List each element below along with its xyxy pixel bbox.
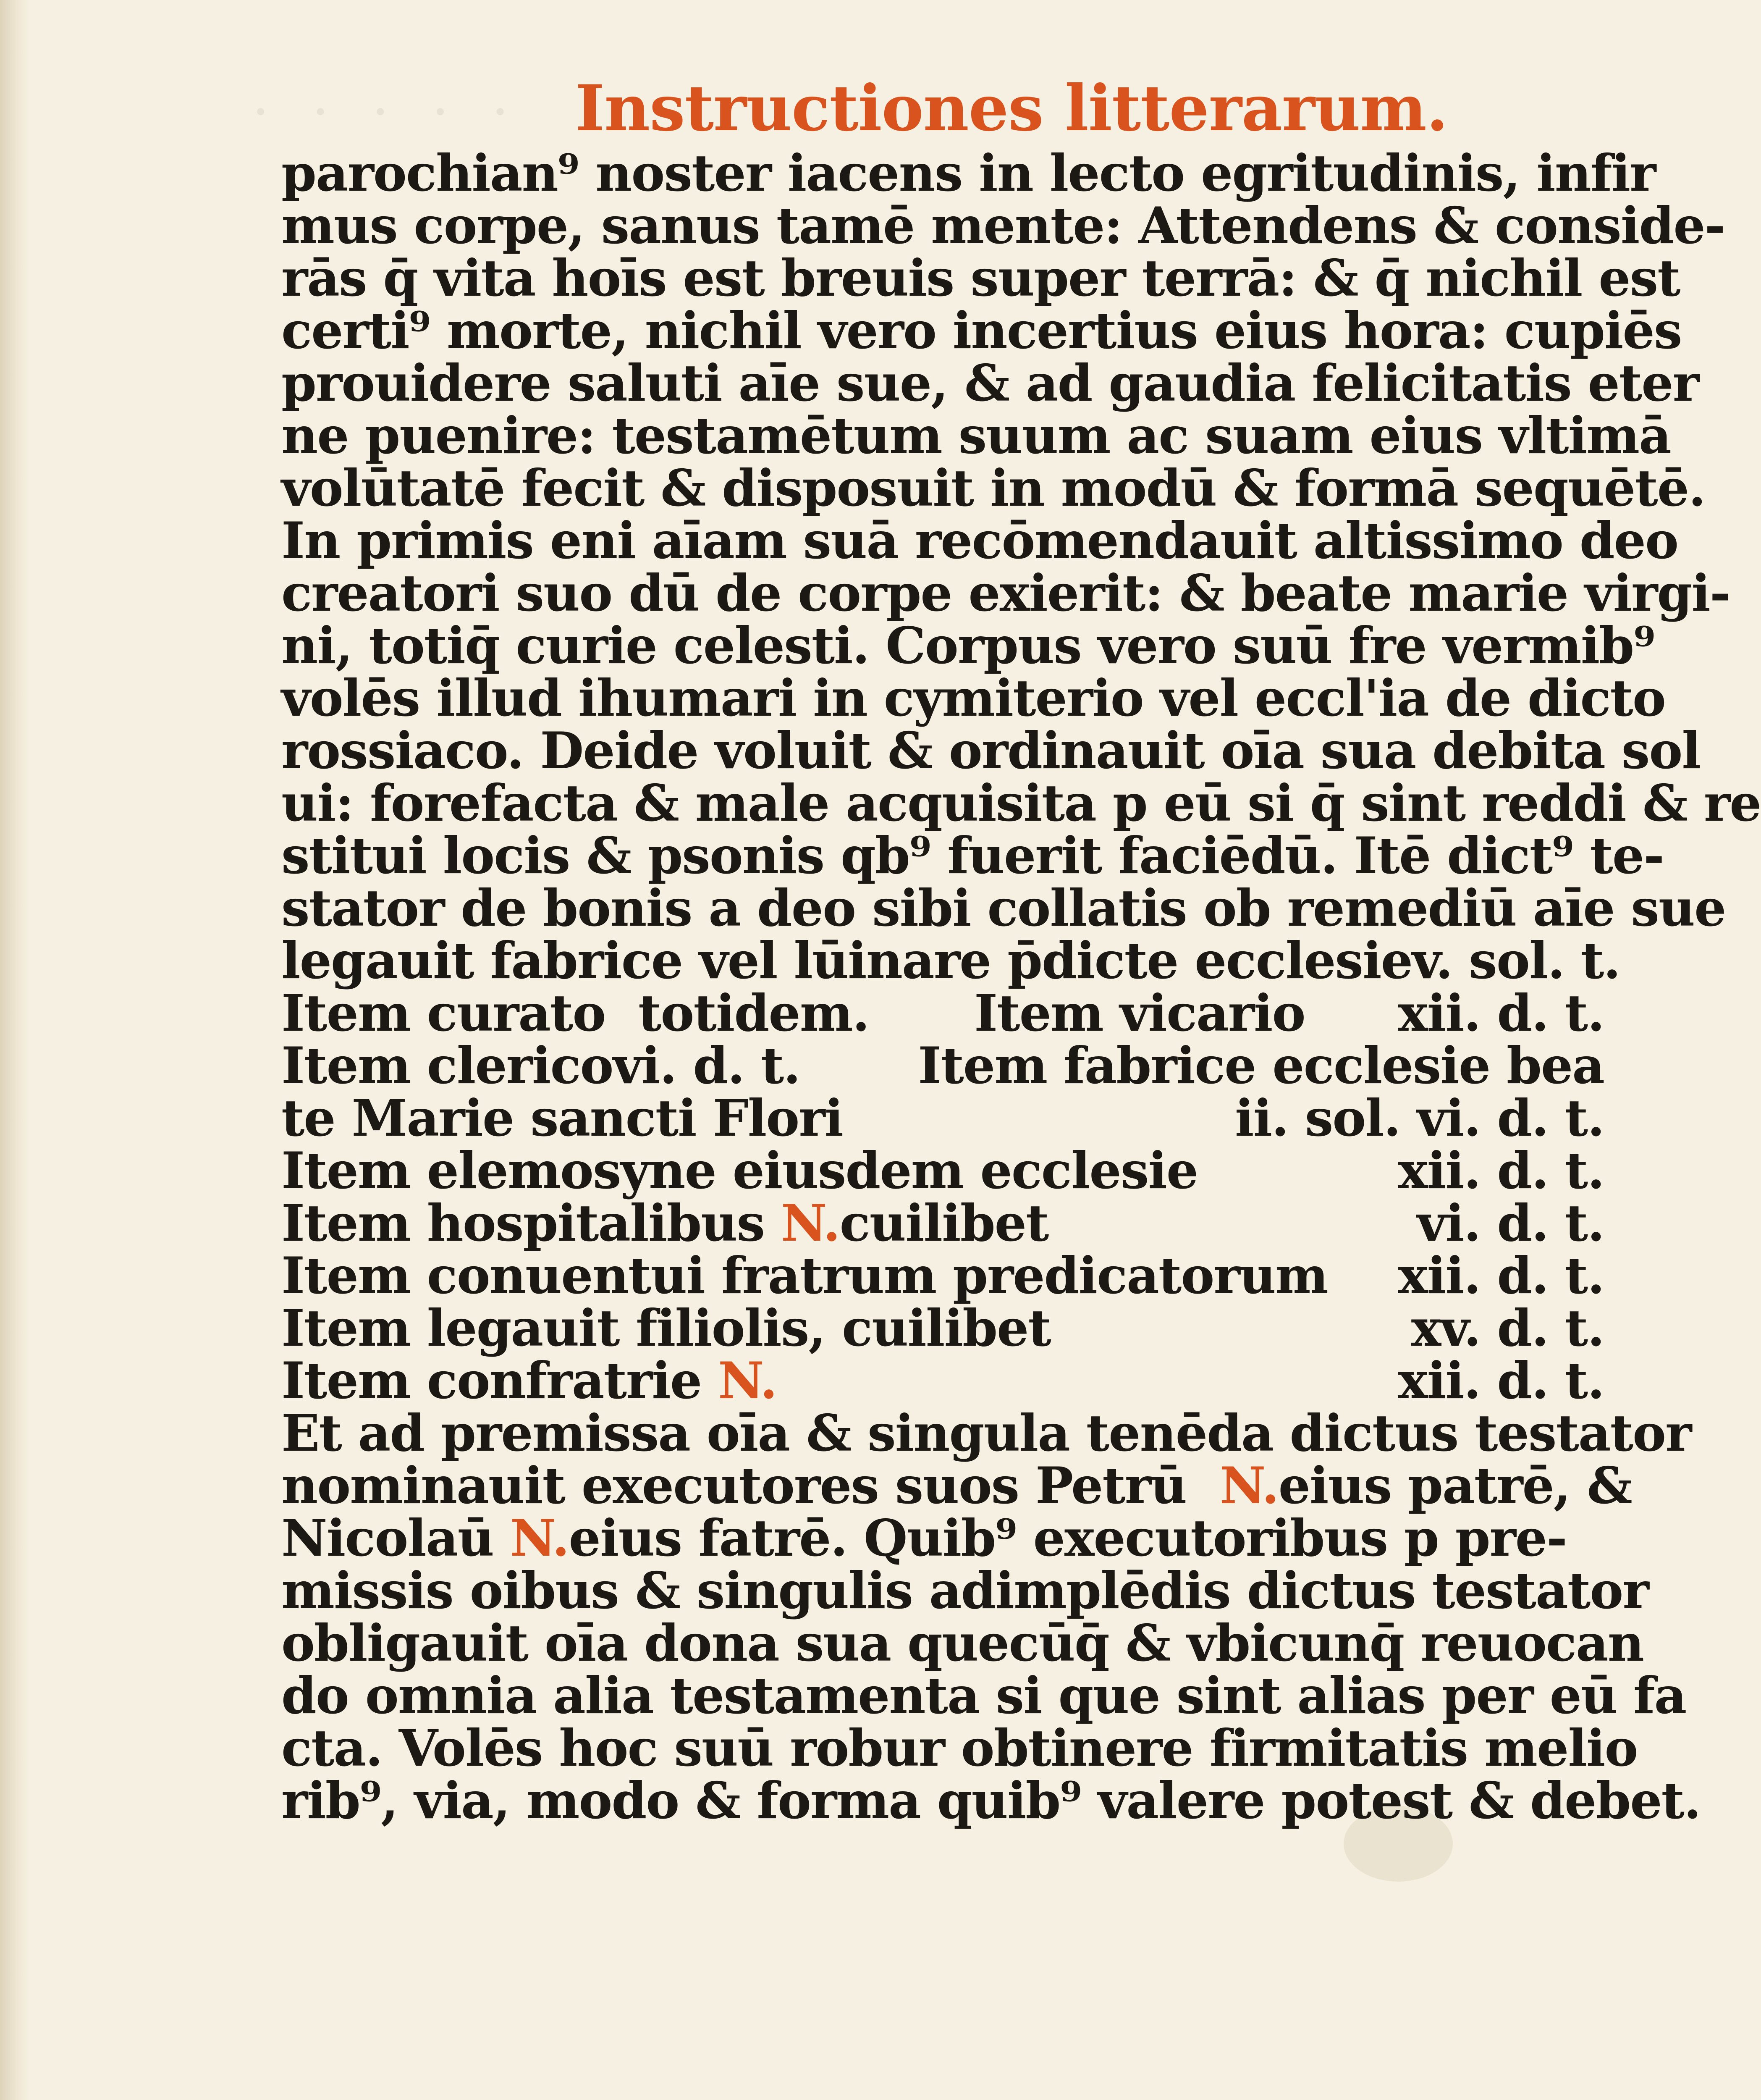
text-line: ui: forefacta & male acquisita p eū si q̄ sint reddi & re: [281, 774, 1761, 833]
text-line: obligauit oīa dona sua quecūq̄ & vbicunq̄ reuocan: [281, 1614, 1644, 1673]
rubric-mark: N.: [718, 1351, 777, 1410]
text-line: ni, totiq̄ curie celesti. Corpus vero suū fre vermib⁹: [281, 616, 1655, 675]
text-line: rās q̄ vita hoīs est breuis super terrā: & q̄ nichil est: [281, 249, 1680, 308]
text-line: stitui locis & psonis qb⁹ fuerit faciēdū. Itē dict⁹ te-: [281, 826, 1664, 885]
executors-line-1: [281, 1404, 1691, 1463]
text-line: volēs illud ihumari in cymiterio vel eccl'ia de dicto: [281, 669, 1665, 728]
clerk-left: Item clerico: [281, 1036, 613, 1095]
rubric-mark: N.: [510, 1509, 569, 1568]
alms-line: [281, 1141, 1604, 1200]
friars-amount: xii. d. t.: [1398, 1246, 1604, 1305]
marie-line: [281, 1089, 1604, 1148]
marie-text: te Marie sancti Flori: [281, 1089, 843, 1148]
alms-amount: xii. d. t.: [1398, 1141, 1604, 1200]
hospitals-amount: vi. d. t.: [1417, 1194, 1604, 1253]
confraternity-amount: xii. d. t.: [1398, 1351, 1604, 1410]
text-line: parochian⁹ noster iacens in lecto egritudinis, infir: [281, 144, 1656, 203]
executors-after: eius fatrē. Quib⁹ executoribus p pre-: [569, 1509, 1567, 1568]
executors-before: nominauit executores suos Petrū: [281, 1456, 1187, 1515]
curate-left: Item curato: [281, 984, 605, 1043]
running-heading: Instructiones litterarum.: [575, 71, 1448, 145]
paragraph-two-rest: [281, 1561, 1701, 1830]
text-line: rib⁹, via, modo & forma quib⁹ valere potest & debet.: [281, 1771, 1701, 1830]
text-line: volūtatē fecit & disposuit in modū & formā sequētē.: [281, 459, 1705, 518]
text-line: creatori suo dū de corpe exierit: & beate marie virgi-: [281, 564, 1730, 623]
curate-amount: xii. d. t.: [1398, 984, 1604, 1043]
confraternity-before: Item confratrie: [281, 1351, 702, 1410]
godchildren-line: [281, 1299, 1604, 1358]
hospitals-before: Item hospitalibus: [281, 1194, 765, 1253]
hospitals-after: cuilibet: [839, 1194, 1048, 1253]
hospitals-text: [281, 1194, 1369, 1253]
text-block: [281, 144, 1761, 1830]
marie-amount: ii. sol. vi. d. t.: [1235, 1089, 1604, 1148]
text-line: do omnia alia testamenta si que sint alias per eū fa: [281, 1666, 1686, 1725]
text-line: mus corpe, sanus tamē mente: Attendens & conside-: [281, 196, 1725, 255]
friars-line: [281, 1246, 1604, 1305]
text-line: rossiaco. Deide voluit & ordinauit oīa sua debita sol: [281, 721, 1700, 780]
text-line: missis oibus & singulis adimplēdis dictus testator: [281, 1561, 1648, 1620]
executors-after: eius patrē, &: [1278, 1456, 1632, 1515]
text-line: ne puenire: testamētum suum ac suam eius vltimā: [281, 406, 1671, 465]
rubric-mark: N.: [781, 1194, 840, 1253]
executors-before: Nicolaū: [281, 1509, 493, 1568]
paragraph-one: [281, 144, 1761, 938]
legacy-text: legauit fabrice vel lūinare p̄dicte ecclesie: [281, 931, 1412, 990]
binding-shadow: [0, 0, 29, 2100]
friars-text: Item conuentui fratrum predicatorum: [281, 1246, 1328, 1305]
curate-line: [281, 984, 1604, 1043]
legacy-fabric-line: [281, 931, 1620, 990]
legacy-amount: v. sol. t.: [1412, 931, 1620, 990]
godchildren-text: Item legauit filiolis, cuilibet: [281, 1299, 1051, 1358]
curate-right: Item vicario: [974, 984, 1305, 1043]
confraternity-text: [281, 1351, 1369, 1410]
rubric-mark: N.: [1219, 1456, 1279, 1515]
executors-line-2: [281, 1456, 1632, 1515]
text-line: stator de bonis a deo sibi collatis ob remediū aīe sue: [281, 879, 1726, 938]
clerk-right: Item fabrice ecclesie bea: [918, 1036, 1604, 1095]
executors-line-3: [281, 1509, 1604, 1568]
clerk-line: [281, 1036, 1604, 1095]
godchildren-amount: xv. d. t.: [1411, 1299, 1604, 1358]
alms-text: Item elemosyne eiusdem ecclesie: [281, 1141, 1198, 1200]
bleed-through-ghost: · · · · ·: [252, 80, 521, 144]
text-line: In primis eni aīam suā recōmendauit altissimo deo: [281, 511, 1678, 570]
text-line: prouidere saluti aīe sue, & ad gaudia felicitatis eter: [281, 354, 1698, 413]
text-line: cta. Volēs hoc suū robur obtinere firmitatis melio: [281, 1719, 1638, 1778]
executors-text-1: Et ad premissa oīa & singula tenēda dictus testator: [281, 1404, 1691, 1463]
confraternity-line: [281, 1351, 1604, 1410]
text-line: certi⁹ morte, nichil vero incertius eius hora: cupiēs: [281, 301, 1682, 360]
curate-middle: totidem.: [638, 984, 869, 1043]
clerk-middle: vi. d. t.: [613, 1036, 800, 1095]
hospitals-line: [281, 1194, 1604, 1253]
